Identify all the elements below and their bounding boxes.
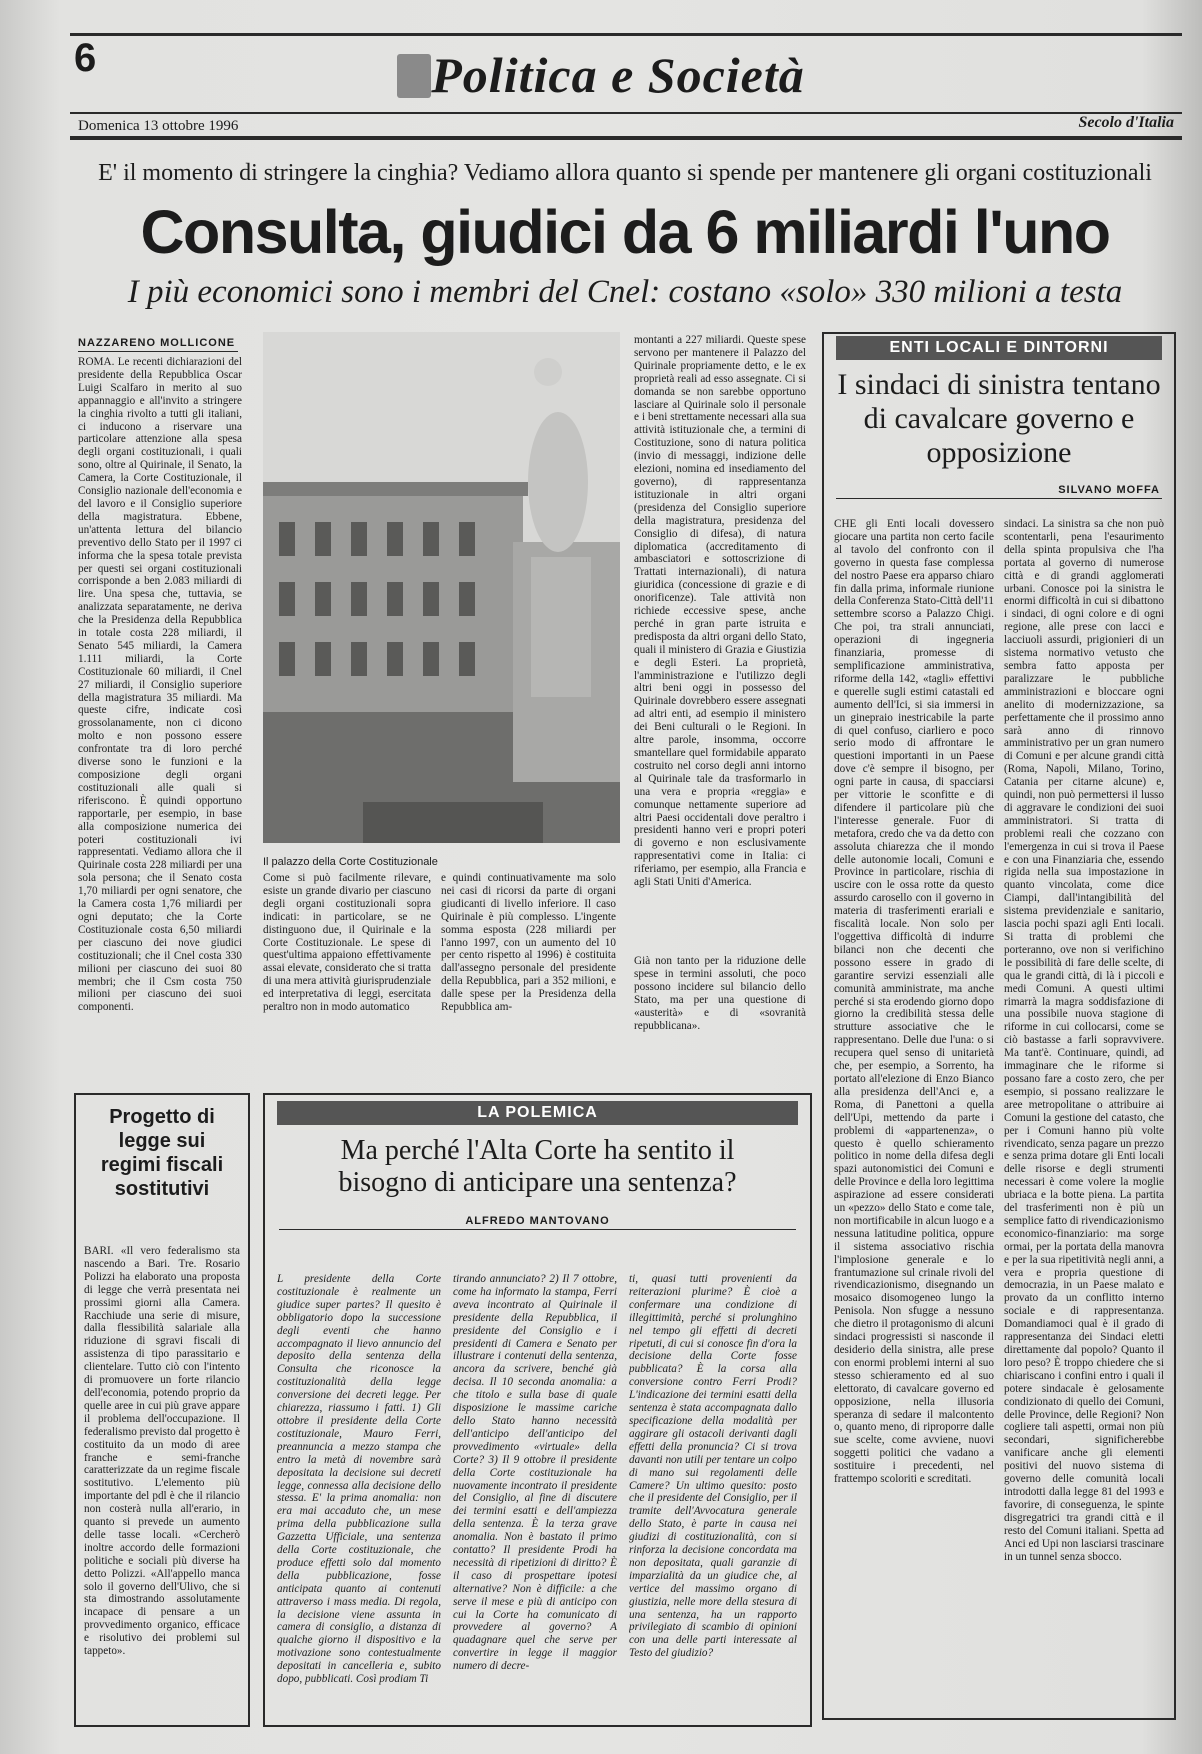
polemica-col3: ti, quasi tutti provenienti da reiterazioni plurime? È cioè a confermare una condizione di illegittimità, perché si prolunghino nel tempo gli effetti di decreti ripetuti, di cui si conosce fin d'ora la decisione della Corte fosse pubblicata? È la corsa alla conversione contro Ferri Prodi? L'indicazione dei termini esatti della sentenza è stata accompagnata dallo specificazione della modalità per aggirare gli ostacoli derivanti dagli effetti della pronuncia? Ci si trova davanti non utili per tentare un colpo di mano sui regolamenti delle Camere? Un ultimo quesito: posto che il presidente del Consiglio, per il tramite dell'Avvocatura generale dello Stato, è parte in causa nei giudizi di costituzionalità, con si rinforza la decisione concordata ma non depositata, quali garanzie di imparzialità da un giudice che, al vertice del massimo organo di giustizia, nelle more della stesura di una sentenza, ha un rapporto privilegiato di scambio di opinioni con una delle parti interessate al Testo del giudizio?: [629, 1273, 797, 1660]
left-box: [74, 1093, 250, 1727]
page-number: 6: [74, 36, 97, 80]
main-article-col2b: e quindi continuativamente ma solo nei casi di ricorsi da parte di organi giudicanti di livello inferiore. Il caso Quirinale è più complesso. L'ingente somma esposta (228 miliardi per l'anno 1997, con un aumento del 10 per cento rispetto al 1996) è costituita dall'assegno personale del presidente della Repubblica, pari a 352 milioni, e dalle spese per la Presidenza della Repubblica am-: [441, 872, 616, 1014]
sidebar-byline-rule: [836, 498, 1162, 499]
sidebar-col2: sindaci. La sinistra sa che non può scontentarli, pena l'esaurimento della spinta propulsiva che l'ha portata al governo di numerose città e di grandi agglomerati urbani. Conosce poi la sinistra le enormi difficoltà in cui si dibattono i sindaci, di ogni colore e di ogni regione, alle prese con lacci e lacciuoli assurdi, prigionieri di un sistema normativo vetusto che sembra fatto apposta per paralizzare le pubbliche amministrazioni e bloccare ogni anelito di modernizzazione, sa perfettamente che il prossimo anno sarà anno di rinnovo amministrativo per un gran numero di Comuni e per alcune grandi città (Roma, Napoli, Milano, Torino, Catania per citarne alcune) e, quindi, non può permettersi il lusso di aggravare le condizioni dei suoi amministratori. Si tratta di problemi reali che cozzano con l'emergenza in cui si trova il Paese e con una Finanziaria che, essendo rigida nella sua impostazione in quanto vincolata, come dice Ciampi, dall'intangibilità del sistema previdenziale e sanitario, lascia pochi spazi agli Enti locali. Si tratta di problemi che porteranno, ove non si verifichino le possibilità di fare delle scelte, di qua le grandi città, di là i piccoli e medi Comuni. A questi ultimi rimarrà la magra soddisfazione di una possibile nuova stagione di riforme in cui collocarsi, come se ciò bastasse a farli sopravvivere. Ma tant'è. Continuare, quindi, ad immaginare che le riforme si possano fare a costo zero, che per esempio, si possano realizzare le aree metropolitane o attribuire ai Comuni la gestione del catasto, che per i Comuni hanno più volte rivendicato, senza pagare un prezzo e senza prima dotare gli Enti locali delle risorse e degli strumenti necessari è come volere la moglie ubriaca e la botte piena. La partita del trasferimenti non è più un semplice fatto di rivendicazionismo economico-finanziario: ma sorge ormai, per la portata della manovra e per la sua ripetitività negli anni, a vera e propria questione di democrazia, in un Paese malato e provato da un conflitto interno sociale e di rappresentanza. Domandiamoci qual è il grado di rappresentanza dei Sindaci eletti direttamente dal popolo? Quanto il loro peso? È troppo chiedere che si chiariscano i confini entro i quali il potere sindacale è gelosamente condizionato di quello dei Comuni, delle Province, delle Regioni? Non cogliere tali aspetti, ormai non più secondari, significherebbe vanificare anche gli elementi positivi del nuovo sistema di governo delle comunità locali introdotti dalla legge 81 del 1993 e favorire, di conseguenza, le spinte disgregatrici tra grandi città e il resto del Comuni italiani. Spetta ad Anci ed Upi non lasciarsi trascinare in un tunnel senza sbocco.: [1004, 518, 1164, 1563]
polemica-col2: tirando annunciato? 2) Il 7 ottobre, come ha informato la stampa, Ferri aveva incontrato al Quirinale il presidente della Repubblica, il presidente del Consiglio e i presidenti di Camera e Senato per illustrare i contenuti della sentenza, ancora da scrivere, benché già decisa. Il 10 seconda anomalia: a che titolo e sulla base di quale disposizione le massime cariche dello Stato hanno necessità dell'anticipo dell'anticipo del provvedimento «virtuale» della Corte? 3) Il 9 ottobre il presidente della Corte costituzionale ha nuovamente incontrato il presidente del Consiglio, al fine di discutere dei termini esatti e dell'ampiezza della sentenza. È la terza grave anomalia. Non è bastato il primo contatto? Il presidente Prodi ha necessità di ripetizioni di diritto? È il caso di prospettare ipotesi alternative? Non è difficile: a che serve il mese e più di anticipo con cui la Corte ha comunicato di provvedere al governo? A quadagnare quel che serve per convertire in legge il maggior numero di decre-: [453, 1273, 617, 1673]
sidebar-box: [822, 332, 1176, 1720]
polemica-byline-rule: [279, 1229, 796, 1230]
main-article-col3b: Già non tanto per la riduzione delle spese in termini assoluti, che poco possono incidere sul bilancio dello Stato, ma per una questione di «austerità» e di «sovranità repubblicana».: [634, 955, 806, 1032]
left-box-body: BARI. «Il vero federalismo sta nascendo a Bari. Tre. Rosario Polizzi ha elaborato una proposta di legge che verrà presentata nei prossimi giorni alla Camera. Racchiude una serie di misure, dalla flessibilità salariale alla riduzione di sgravi fiscali di assistenza di tipo parassitario e clientelare. Tutto ciò con l'intento di promuovere un forte rilancio dell'economia, potendo proprio da quelle aree in cui più grave appare il problema dell'occupazione. Il federalismo previsto dal progetto è costituito da un modo di aree franche e semi-franche caratterizzate da un regime fiscale sostitutivo. L'elemento più importante del pdl è che il rilancio non costerà nulla all'erario, in quanto si prevede un aumento delle tasse locali. «Cercherò inoltre accordo delle formazioni politiche e sociali più diverse ha detto Polizzi. «All'appello manca solo il governo dell'Ulivo, che si sta dimostrando assolutamente incapace di pensare a un provvedimento organico, efficace e risolutivo dei problemi sul tappeto».: [84, 1245, 240, 1658]
sidebar-section-label: ENTI LOCALI E DINTORNI: [836, 336, 1162, 360]
court-palace-illustration: [263, 332, 620, 843]
court-palace-photo: [263, 332, 620, 843]
kicker: E' il momento di stringere la cinghia? Vediamo allora quanto si spende per mantenere gli organi costituzionali: [98, 160, 1152, 186]
polemica-col1: L presidente della Corte costituzionale è realmente un giudice super partes? Il quesito è obbligatorio dopo la successione degli eventi che hanno accompagnato il lievo annuncio del deposito della sentenza della Consulta che riconosce la costituzionalità della legge conversione dei decreti legge. Per chiarezza, riassumo i fatti. 1) Gli ottobre il presidente della Corte costituzionale, Mauro Ferri, preannuncia a mezzo stampa che entro la metà di novembre sarà depositata la decisione sui decreti legge, connessa alla decisione dello stessa. E' la prima anomalia: non era mai accaduto che, un mese prima della pubblicazione sulla Gazzetta Ufficiale, una sentenza della Corte costituzionale, che produce effetti solo dal momento della pubblicazione, fosse anticipata quanto ai contenuti attraverso i mass media. Di regola, la decisione viene assunta in camera di consiglio, a distanza di qualche giorno il dispositivo e la motivazione sono contestualmente depositati in cancelleria e, subito dopo, pubblicati. Così prodiam Ti: [277, 1273, 441, 1686]
masthead-rule: [70, 112, 1182, 114]
subhead: I più economici sono i membri del Cnel: costano «solo» 330 milioni a testa: [127, 274, 1123, 310]
polemica-box: [263, 1093, 812, 1727]
main-byline: NAZZARENO MOLLICONE: [78, 337, 236, 349]
sidebar-byline: SILVANO MOFFA: [1058, 484, 1160, 496]
polemica-section-label: LA POLEMICA: [277, 1101, 798, 1125]
byline-rule: [78, 351, 238, 352]
main-article-col2: Come si può facilmente rilevare, esiste un grande divario per ciascuno degli organi costituzionali sopra indicati: in particolare, se ne distinguono due, il Quirinale e la Corte Costituzionale. Le spese di quest'ultima appaiono effettivamente assai elevate, considerato che si tratta di una mera attività giurisprudenziale ed interpretativa di leggi, esercitata peraltro non in modo automatico: [263, 872, 431, 1014]
left-box-title: Progetto di legge sui regimi fiscali sostitutivi: [100, 1106, 224, 1200]
section-logo-block: [397, 54, 431, 98]
masthead-thick-rule: [70, 136, 1182, 140]
headline: Consulta, giudici da 6 miliardi l'uno: [140, 198, 1110, 266]
top-rule: [70, 33, 1182, 36]
polemica-byline: ALFREDO MANTOVANO: [465, 1215, 610, 1227]
main-article-col3: montanti a 227 miliardi. Queste spese servono per mantenere il Palazzo del Quirinale propriamente detto, e le ex proprietà reali ad esso assegnate. Ci si domanda se non sarebbe opportuno lasciare al Quirinale solo il personale e i beni strettamente necessari alla sua attività istituzionale che, a termini di Costituzione, sono di natura politica (invio di messaggi, indizione delle elezioni, nomina ed insediamento del governo), di rappresentanza istituzionale in altri organi (presidenza del Consiglio superiore della magistratura, presidenza del Consiglio di difesa), di natura diplomatica (accreditamento di ambasciatori e sottoscrizione di Trattati internazionali), di natura giuridica (concessione di grazie e di onorificenze). Tale attività non richiede eccessive spese, anche perché in gran parte istruita e predisposta da altri organi dello Stato, quali il ministero di Grazia e Giustizia e degli Esteri. La proprietà, l'amministrazione e l'utilizzo degli altri beni oggi in possesso del Quirinale dovrebbero essere assegnati ad altri enti, ad esempio il ministero dei Beni culturali o le Regioni. In altre parole, insomma, occorre smantellare quel formidabile apparato costruito nel corso degli anni intorno al Quirinale tale da trasformarlo in una vera e propria «reggia» e comunque nettamente superiore ad altri Paesi occidentali dove peraltro i presidenti hanno veri e propri poteri di governo e non esclusivamente rappresentativi come in Italia: ci riferiamo, per esempio, alla Francia e agli Stati Uniti d'America.: [634, 334, 806, 889]
section-title: [0, 46, 1202, 104]
polemica-title: Ma perché l'Alta Corte ha sentito il bisogno di anticipare una sentenza?: [338, 1135, 737, 1198]
sidebar-title: I sindaci di sinistra tentano di cavalcare governo e opposizione: [837, 368, 1161, 469]
paper-name: Secolo d'Italia: [1078, 114, 1174, 131]
main-article-col1: ROMA. Le recenti dichiarazioni del presidente della Repubblica Oscar Luigi Scalfaro in merito al suo appannaggio e all'invito a stringere la cinghia rivolto a tutti gli italiani, ci inducono a riservare una particolare attenzione alla spesa degli organi costituzionali, i quali sono, oltre al Quirinale, il Senato, la Camera, la Corte Costituzionale, il Consiglio nazionale dell'economia e del lavoro e il Consiglio superiore della magistratura. Ebbene, un'attenta lettura del bilancio preventivo dello Stato per il 1997 ci informa che la spesa totale prevista per questi sei organi costituzionali corrisponde a ben 2.083 miliardi di lire. Una spesa che, tuttavia, se analizzata separatamente, ne deriva che la Presidenza della Repubblica in totale costa 228 miliardi, il Senato 545 miliardi, la Camera 1.111 miliardi, la Corte Costituzionale 60 miliardi, il Cnel 27 miliardi, il Consiglio superiore della magistratura 35 miliardi. Ma queste cifre, indicate così grossolanamente, non ci dicono molto e non possono essere confrontate tra di loro perché diverse sono le funzioni e la composizione degli organi costituzionali alle quali si riferiscono. È quindi opportuno rapportarle, per esempio, in base alla composizione numerica dei poteri costituzionali ivi rappresentati. Vediamo allora che il Quirinale costa 228 miliardi per una sola persona; che il Senato costa 1,70 miliardi per ogni senatore, che la Camera costa 1,76 miliardi per ogni deputato; che la Corte Costituzionale costa 6,50 miliardi per ciascuno dei nove giudici costituzionali; che il Cnel costa 330 milioni per ciascuno dei suoi 80 membri; che il Csm costa 750 milioni per ciascuno dei suoi componenti.: [78, 356, 242, 1014]
sidebar-col1: CHE gli Enti locali dovessero giocare una partita non certo facile al tavolo del confronto con il governo in questa fase complessa del nostro Paese era apparso chiaro fin dalla prima, informale riunione della Conferenza Stato-Città dell'11 settembre scorso a Palazzo Chigi. Che poi, tra strali annunciati, operazioni di ingegneria finanziaria, promesse di semplificazione amministrativa, riforme della 142, «tagli» effettivi e querelle sugli estimi catastali ed aumento dell'Ici, si sia immersi in un ginepraio inestricabile la parte di quel confuso, ciarliero e poco serio modo di affrontare le questioni importanti in un Paese dove c'è sempre il bisogno, per ogni parte in causa, di spacciarsi per vittorie le sconfitte e di difendere il particolare più che l'interesse generale. Fuor di metafora, credo che va da detto con assoluta chiarezza che il mondo delle autonomie locali, Comuni e Province in particolare, rischia di uscire con le ossa rotte da questo assurdo carosello con il governo in materia di trasferimenti erariali e fiscalità locale. Non solo per l'oggettiva difficoltà di indurre bilanci non che decenti che possono essere in grado di garantire servizi essenziali alle comunità amministrate, ma anche perché si sta erodendo giorno dopo giorno la credibilità stessa delle strutture associative che le rappresentano. Delle due l'una: o si recupera quel senso di unitarietà che, per esempio, a Sorrento, ha portato all'elezione di Enzo Bianco alla presidenza dell'Anci e, a Roma, di Panettoni a quella dell'Upi, mettendo da parte i problemi di «appartenenza», o questo è quello schieramento politico in nome della difesa degli spazi autonomistici dei Comuni e delle Province e della loro legittima aspirazione ad essere considerati un «pezzo» dello Stato e come tale, non mortificabile in alcun luogo e a nessuna latitudine politica, oppure il sistema associativo rischia l'implosione generale e lo frantumazione sul crinale rivoli del rivendicazionismo, disegnando un mosaico disomogeneo lungo la Penisola. Non sfugge a nessuno che dietro il protagonismo di alcuni sindaci progressisti si nasconde il desiderio della sinistra, alle prese con enormi problemi interni al suo stesso schieramento ed al suo elettorato, di cavalcare governo ed opposizione, nella illusoria speranza di sedare il malcontento o, quanto meno, di riproporre dalle sue scelte, come avviene, nuovi soggetti politici che vadano a sostituire i precedenti, nel frattempo scoloriti e screditati.: [834, 518, 994, 1486]
section-title-text: Politica e Società: [431, 47, 805, 103]
photo-caption: Il palazzo della Corte Costituzionale: [263, 856, 438, 868]
dateline: Domenica 13 ottobre 1996: [78, 118, 239, 134]
